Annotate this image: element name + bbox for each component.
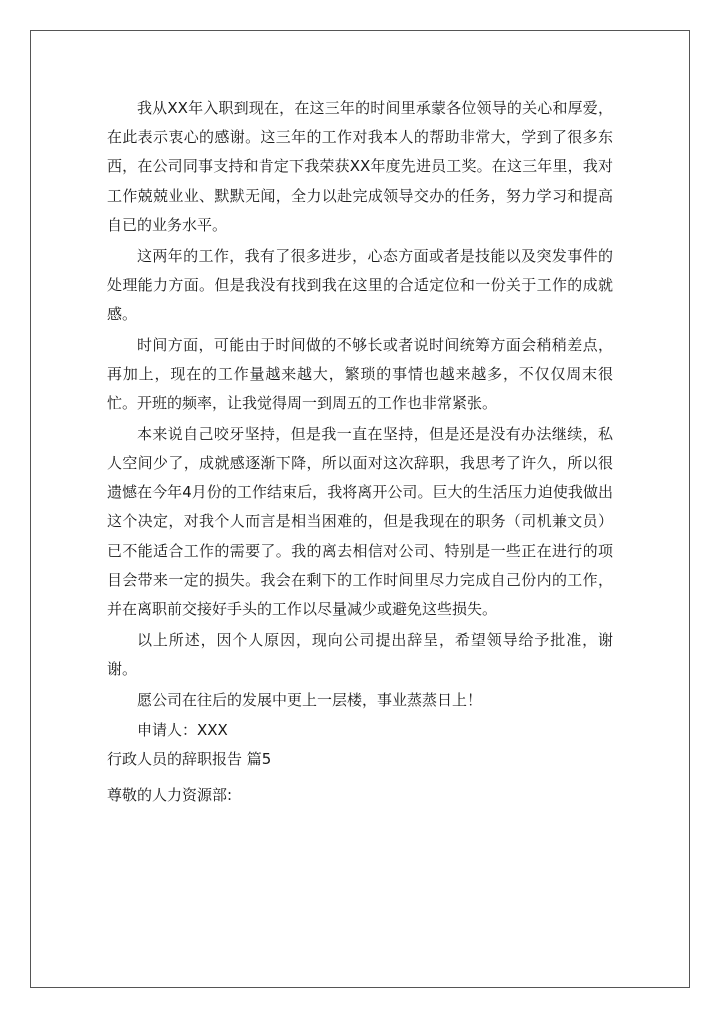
paragraph-intro: 我从XX年入职到现在，在这三年的时间里承蒙各位领导的关心和厚爱，在此表示衷心的感谢。这三年的工作对我本人的帮助非常大，学到了很多东西，在公司同事支持和肯定下我荣获XX年度先进员工奖。在这三年里，我对工作兢兢业业、默默无闻，全力以赴完成领导交办的任务，努力学习和提高自已的业务水平。 — [107, 99, 613, 234]
document-body — [107, 94, 613, 810]
paragraph-request: 以上所述，因个人原因，现向公司提出辞呈，希望领导给予批准，谢谢。 — [107, 630, 613, 678]
paragraph-resignation-reason: 本来说自己咬牙坚持，但是我一直在坚持，但是还是没有办法继续，私人空间少了，成就感逐渐下降，所以面对这次辞职，我思考了许久，所以很遗憾在今年4月份的工作结束后，我将离开公司。巨大的生活压力迫使我做出这个决定，对我个人而言是相当困难的，但是我现在的职务（司机兼文员）已不能适合工作的需要了。我的离去相信对公司、特别是一些正在进行的项目会带来一定的损失。我会在剩下的工作时间里尽力完成自己份内的工作，并在离职前交接好手头的工作以尽量减少或避免这些损失。 — [107, 424, 613, 618]
paragraph-progress: 这两年的工作，我有了很多进步，心态方面或者是技能以及突发事件的处理能力方面。但是我没有找到我在这里的合适定位和一份关于工作的成就感。 — [107, 246, 613, 323]
salutation: 尊敬的人力资源部: — [107, 785, 233, 804]
applicant-signature: 申请人：XXX — [137, 721, 228, 740]
section-heading: 行政人员的辞职报告 篇5 — [107, 750, 272, 769]
paragraph-wishes: 愿公司在往后的发展中更上一层楼，事业蒸蒸日上！ — [137, 690, 483, 709]
paragraph-time: 时间方面，可能由于时间做的不够长或者说时间统筹方面会稍稍差点，再加上，现在的工作量越来越大，繁琐的事情也越来越多，不仅仅周末很忙。开班的频率，让我觉得周一到周五的工作也非常紧张。 — [107, 335, 613, 413]
